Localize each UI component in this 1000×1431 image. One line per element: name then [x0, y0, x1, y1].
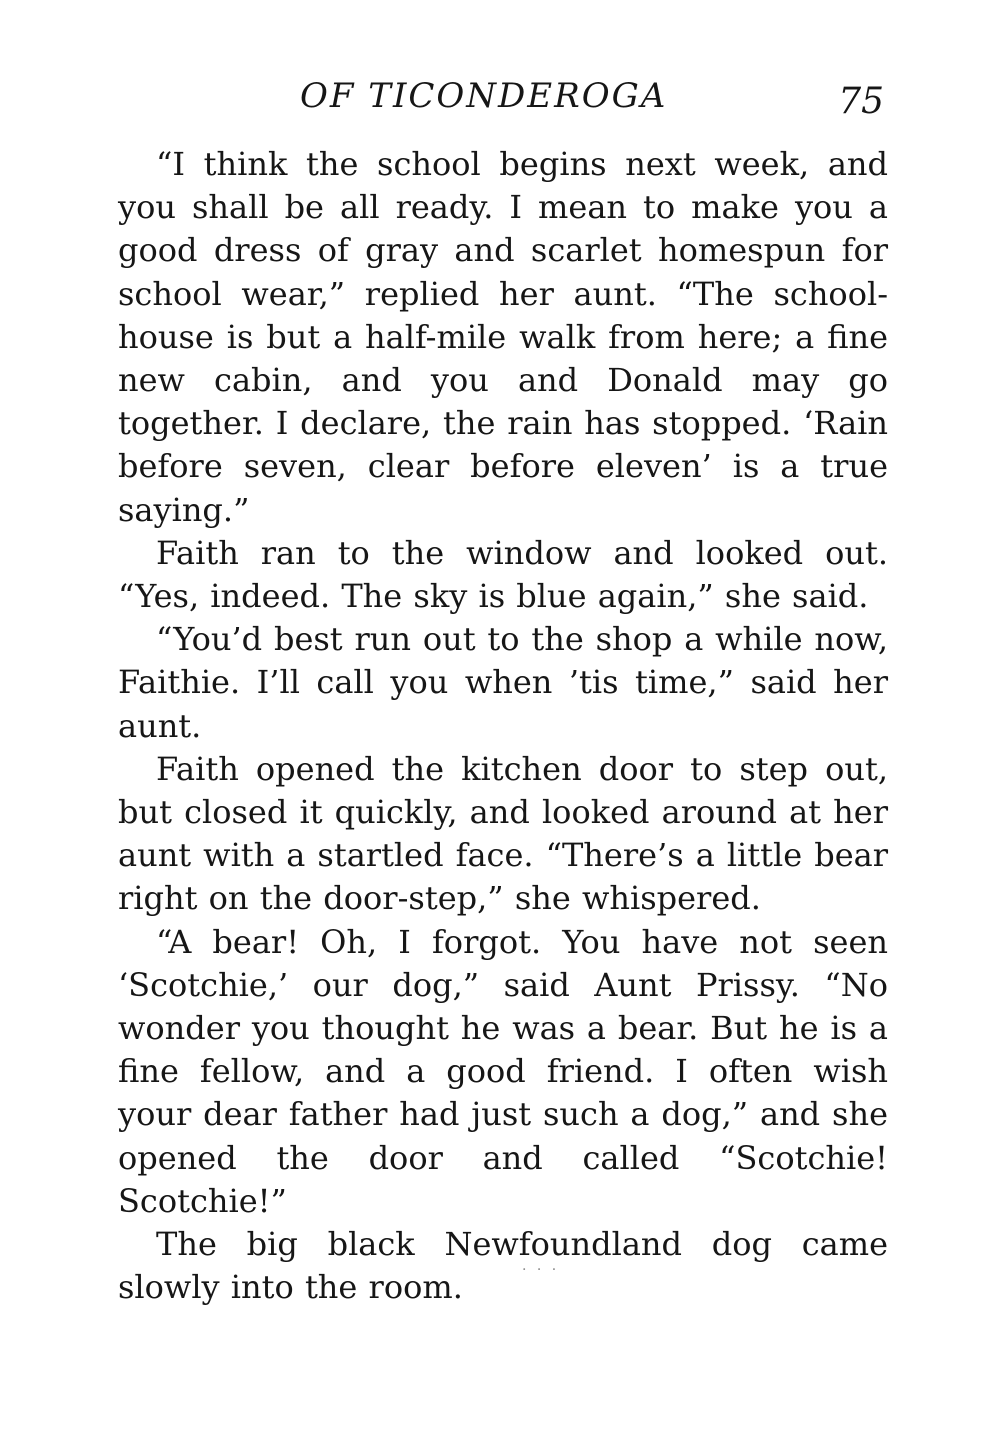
- paragraph: “You’d best run out to the shop a while now, Faithie. I’ll call you when ’tis time,” said her aunt.: [118, 620, 888, 745]
- paragraph: “I think the school begins next week, and you shall be all ready. I mean to make you a good dress of gray and scarlet homespun for school wear,” replied her aunt. “The school-house is but a half-mile walk from here; a fine new cabin, and you and Donald may go together. I declare, the rain has stopped. ‘Rain before seven, clear before eleven’ is a true saying.”: [118, 145, 888, 529]
- running-title: OF TICONDEROGA: [300, 76, 668, 116]
- page-number: 75: [838, 81, 884, 122]
- paragraph: “A bear! Oh, I forgot. You have not seen ‘Scotchie,’ our dog,” said Aunt Prissy. “No wonder you thought he was a bear. But he is a fine fellow, and a good friend. I often wish your dear father had just such a dog,” and she opened the door and called “Scotchie! Scotchie!”: [118, 922, 888, 1220]
- paragraph: Faith opened the kitchen door to step out, but closed it quickly, and looked around at her aunt with a startled face. “There’s a little bear right on the door-step,” she whispered.: [118, 749, 888, 918]
- paragraph: The big black Newfoundland dog came slowly into the room.: [118, 1225, 888, 1307]
- print-speck: · · ·: [522, 1262, 560, 1278]
- running-head: [118, 74, 888, 124]
- body-text: [118, 143, 888, 1309]
- paragraph: Faith ran to the window and looked out. “Yes, indeed. The sky is blue again,” she said.: [118, 533, 888, 616]
